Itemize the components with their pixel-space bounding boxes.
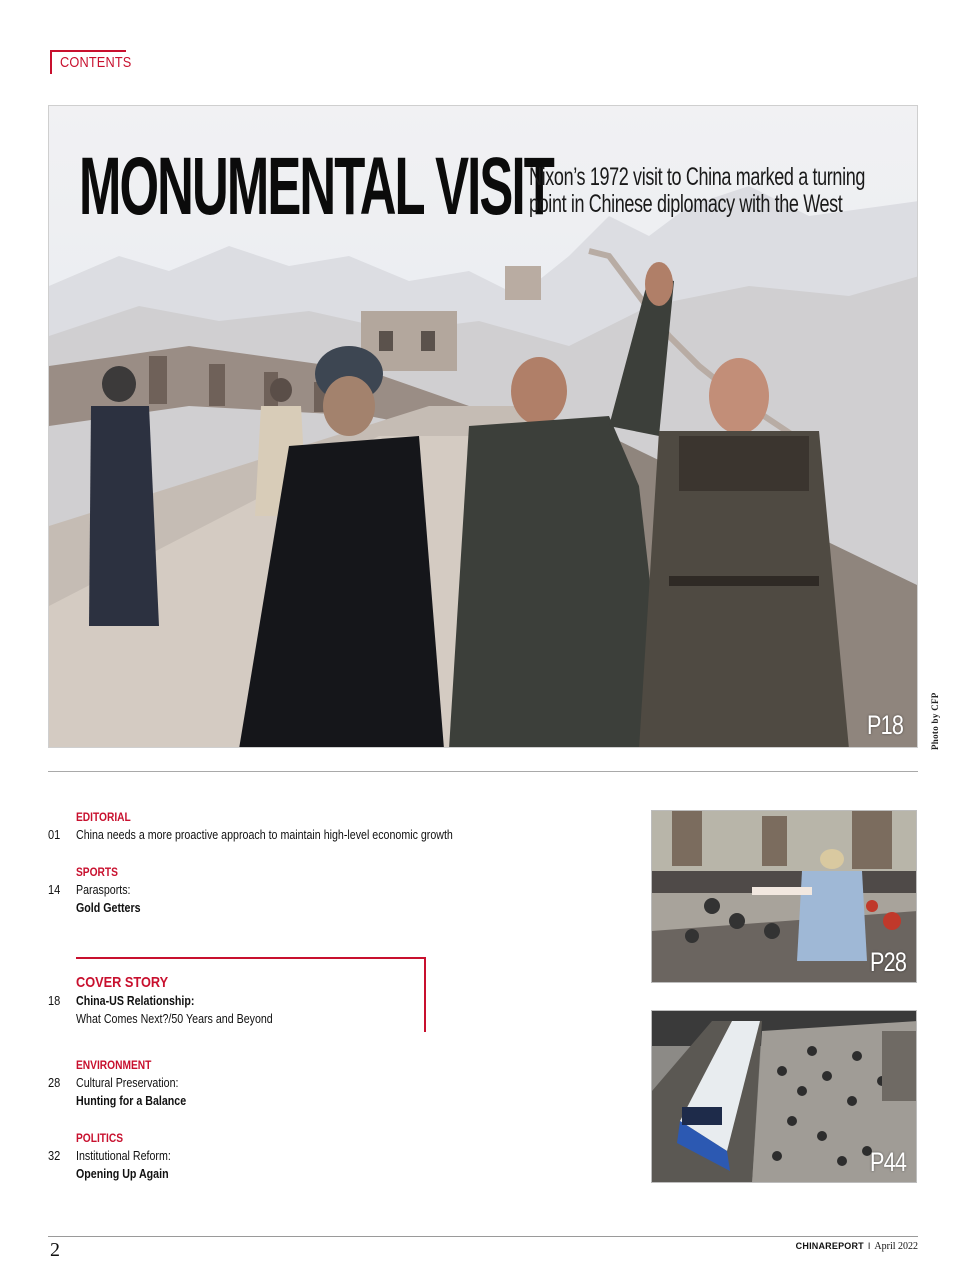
magazine-brand: CHINAREPORT bbox=[795, 1241, 864, 1251]
toc-page-number: 32 bbox=[48, 1148, 61, 1163]
toc-line: Cultural Preservation: bbox=[76, 1075, 179, 1090]
hero-title: MONUMENTAL VISIT bbox=[79, 141, 553, 232]
hero-subtitle bbox=[529, 164, 903, 218]
toc-section-title: SPORTS bbox=[76, 865, 118, 879]
toc-page-number: 18 bbox=[48, 993, 61, 1008]
hero-subtitle-line-1: Nixon’s 1972 visit to China marked a turning bbox=[529, 163, 866, 191]
toc-line: What Comes Next?/50 Years and Beyond bbox=[76, 1011, 273, 1026]
thumb-page-ref: P28 bbox=[869, 947, 906, 977]
magazine-footer bbox=[796, 1241, 918, 1252]
toc-line: Institutional Reform: bbox=[76, 1148, 171, 1163]
issue-date: April 2022 bbox=[874, 1241, 918, 1252]
hero-page-ref[interactable]: P18 bbox=[866, 710, 903, 740]
toc-line: China needs a more proactive approach to maintain high-level economic growth bbox=[76, 827, 453, 842]
toc-page-number: 01 bbox=[48, 827, 61, 842]
section-divider bbox=[48, 771, 918, 772]
toc-headline: Opening Up Again bbox=[76, 1166, 169, 1181]
toc-line: Parasports: bbox=[76, 882, 131, 897]
toc-headline: China-US Relationship: bbox=[76, 993, 195, 1008]
toc-section-title: POLITICS bbox=[76, 1131, 124, 1145]
contents-section-tag bbox=[50, 50, 132, 74]
thumb-photo-politics[interactable] bbox=[651, 1010, 917, 1183]
photo-credit: Photo by CFP bbox=[930, 692, 940, 750]
footer-divider bbox=[48, 1236, 918, 1237]
toc-headline: Gold Getters bbox=[76, 900, 141, 915]
toc-page-number: 14 bbox=[48, 882, 61, 897]
hero-subtitle-line-2: point in Chinese diplomacy with the West bbox=[529, 190, 843, 218]
toc-section-title: EDITORIAL bbox=[76, 810, 131, 824]
thumb-page-ref: P44 bbox=[869, 1147, 906, 1177]
footer-separator: I bbox=[867, 1241, 871, 1251]
toc-page-number: 28 bbox=[48, 1075, 61, 1090]
contents-label: CONTENTS bbox=[60, 54, 132, 71]
page-number: 2 bbox=[50, 1239, 60, 1261]
toc-section-title: ENVIRONMENT bbox=[76, 1058, 152, 1072]
hero-feature[interactable] bbox=[48, 105, 918, 748]
toc-headline: Hunting for a Balance bbox=[76, 1093, 187, 1108]
toc-section-title: COVER STORY bbox=[76, 974, 169, 991]
thumb-photo-sports[interactable] bbox=[651, 810, 917, 983]
